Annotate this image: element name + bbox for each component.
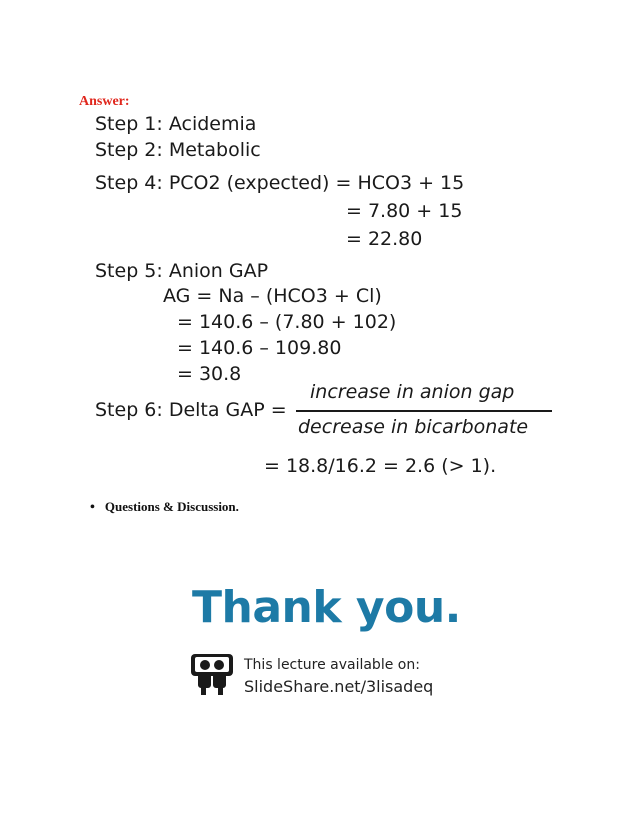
step-5-line-1: AG = Na – (HCO3 + Cl) xyxy=(163,285,382,307)
answer-label: Answer: xyxy=(79,94,130,109)
step-4: Step 4: PCO2 (expected) = HCO3 + 15 xyxy=(95,172,465,194)
step-5: Step 5: Anion GAP xyxy=(95,260,269,282)
step-2: Step 2: Metabolic xyxy=(95,139,261,161)
step-1: Step 1: Acidemia xyxy=(95,113,257,135)
slideshare-url[interactable]: SlideShare.net/3lisadeq xyxy=(244,677,434,696)
step-6-denominator: decrease in bicarbonate xyxy=(298,416,529,438)
step-5-line-3: = 140.6 – 109.80 xyxy=(177,337,342,359)
step-4-line-2: = 7.80 + 15 xyxy=(346,200,463,222)
step-5-line-2: = 140.6 – (7.80 + 102) xyxy=(177,311,397,333)
step-5-line-4: = 30.8 xyxy=(177,363,242,385)
step-6-label: Step 6: Delta GAP = xyxy=(95,399,287,421)
lecture-availability-text: This lecture available on: xyxy=(244,657,420,673)
fraction-bar xyxy=(296,410,552,412)
step-6-numerator: increase in anion gap xyxy=(310,381,515,403)
step-6-result: = 18.8/16.2 = 2.6 (> 1). xyxy=(264,455,497,477)
bullet-icon: • xyxy=(90,500,95,515)
bullet-text: Questions & Discussion. xyxy=(104,499,239,514)
step-4-line-3: = 22.80 xyxy=(346,228,423,250)
thank-you-heading: Thank you. xyxy=(192,582,461,633)
bullet-item xyxy=(90,499,239,516)
slideshare-icon xyxy=(189,653,235,697)
